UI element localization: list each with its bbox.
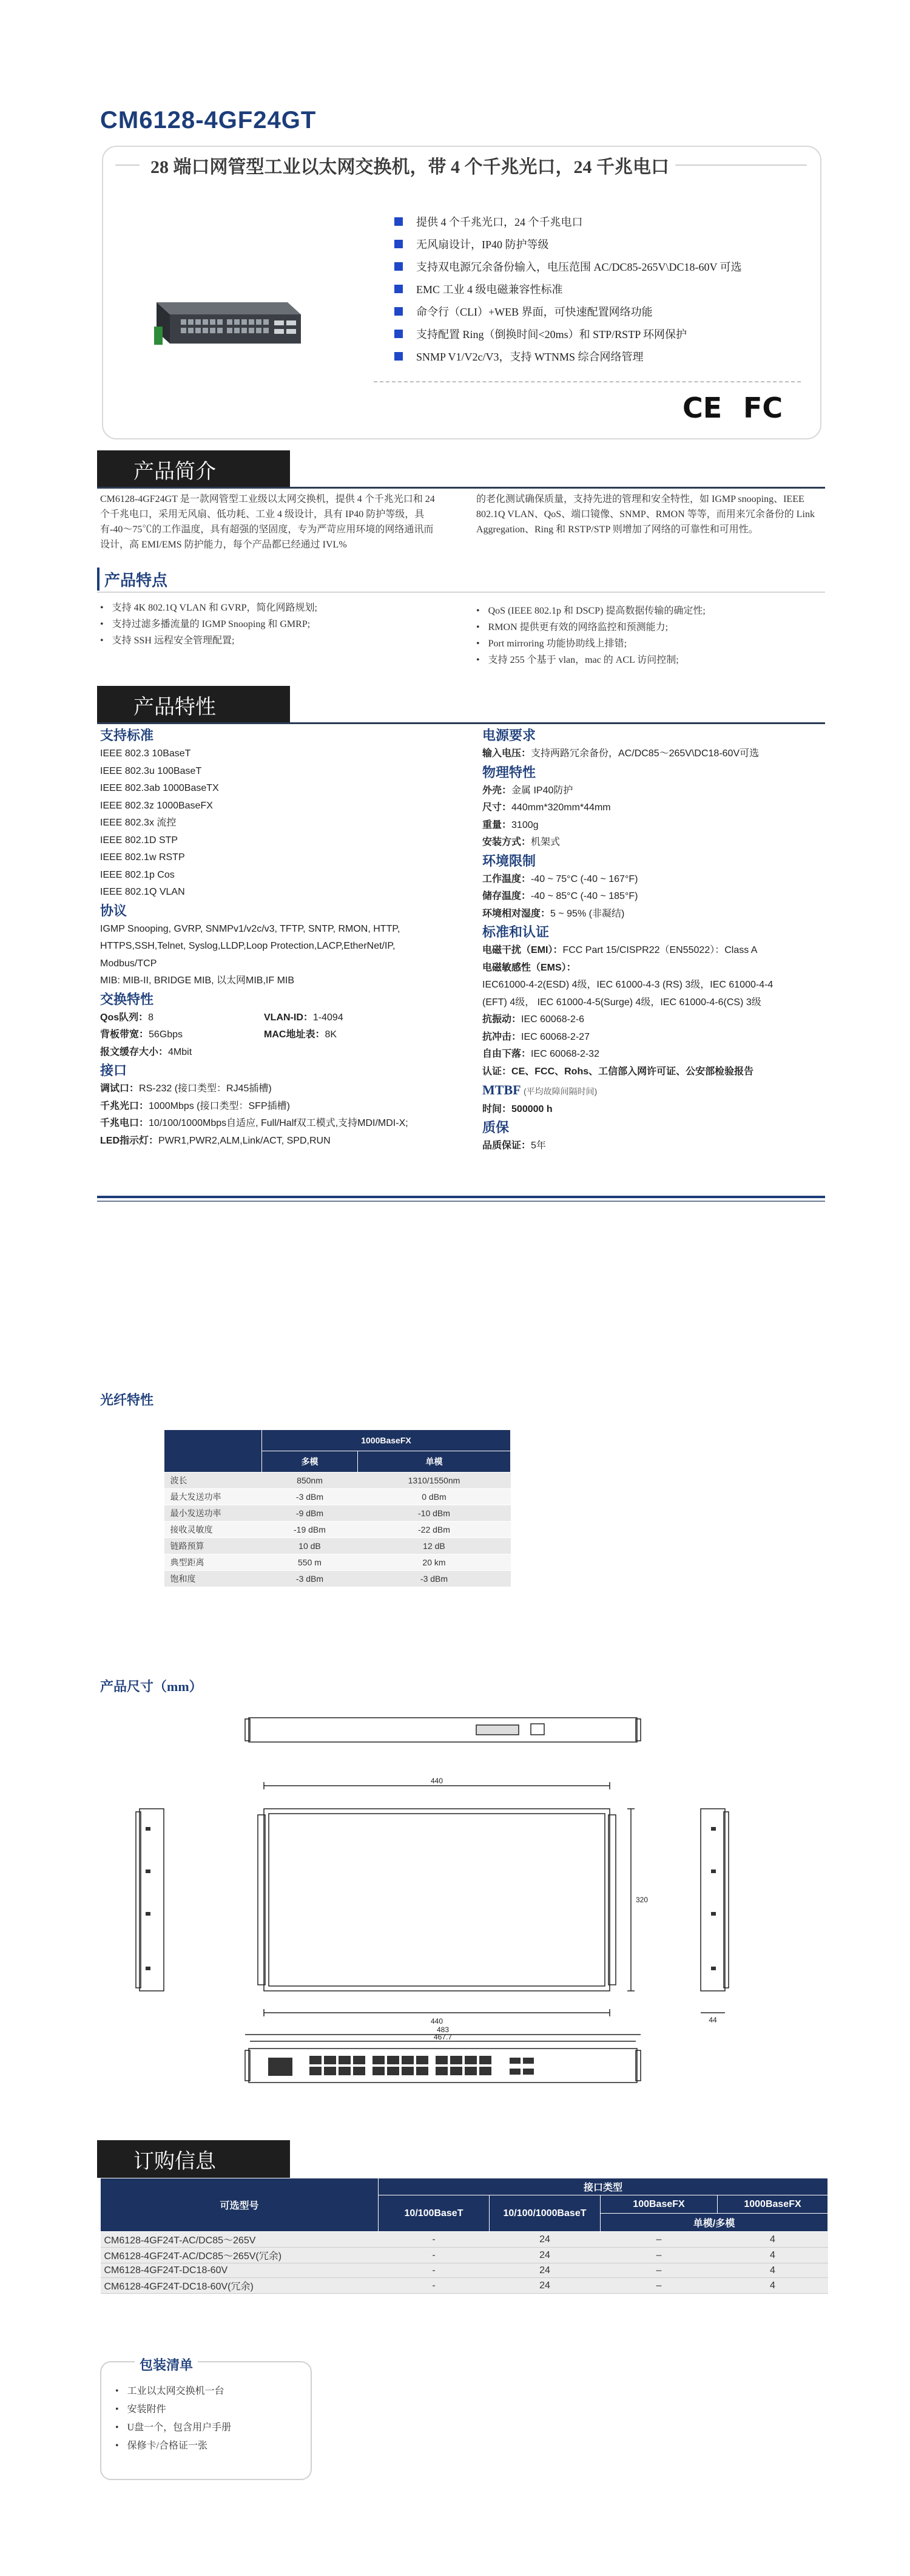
dim-label-width: 440 — [430, 1777, 443, 1785]
spec-line: 报文缓存大小：4Mbit — [100, 1046, 192, 1057]
spec-line: 尺寸：440mm*320mm*44mm — [482, 802, 611, 813]
double-rule-top — [97, 1196, 825, 1198]
spec-line: IEEE 802.1p Cos — [100, 869, 175, 880]
table-row: CM6128-4GF24T-AC/DC85～265V - 24 – 4 — [101, 2232, 828, 2248]
square-bullet-icon — [394, 240, 403, 248]
highlights-title: 产品特点 — [104, 572, 168, 589]
list-item: • 支持过滤多播流量的 IGMP Snooping 和 GMRP; — [100, 616, 464, 632]
intro-right-text: 的老化测试确保质量，支持先进的管理和安全特性，如 IGMP snooping、IEEE 802.1Q VLAN、QoS、端口镜像、SNMP、RMON 等等，而用来冗余备份的 Link Aggregation、Ring 和 RSTP/STP 则增加了网络的可靠性和可用性。 — [476, 494, 815, 535]
spec-heading: 电源要求 — [482, 728, 536, 743]
highlights-right-list — [476, 603, 828, 668]
table-row: 波长 850nm 1310/1550nm — [164, 1473, 511, 1489]
spec-line: IEEE 802.3z 1000BaseFX — [100, 800, 213, 811]
package-list — [115, 2382, 297, 2455]
spec-line: 电磁敏感性（EMS）： — [482, 962, 576, 973]
spec-heading: 协议 — [100, 903, 127, 918]
spec-line: 工作温度：-40 ~ 75°C (-40 ~ 167°F) — [482, 873, 638, 884]
square-bullet-icon — [394, 352, 403, 361]
list-item: • 安装附件 — [115, 2401, 297, 2419]
spec-line: IGMP Snooping, GVRP, SNMPv1/v2c/v3, TFTP, SNTP, RMON, HTTP, HTTPS,SSH,Telnet, Syslog,LLDP,Loop Protection,LACP,EtherNet/IP, Modbus/TCP — [100, 923, 400, 969]
section-tab-intro: 产品简介 — [97, 450, 290, 488]
spec-line: MIB: MIB-II, BRIDGE MIB, 以太网MIB,IF MIB — [100, 975, 295, 986]
square-bullet-icon — [394, 307, 403, 316]
spec-line: IEEE 802.3u 100BaseT — [100, 765, 202, 776]
spec-line: 抗振动：IEC 60068-2-6 — [482, 1014, 585, 1025]
order-col-iface: 接口类型 — [379, 2178, 828, 2195]
list-item: • 工业以太网交换机一台 — [115, 2382, 297, 2401]
table-row: 最大发送功率 -3 dBm 0 dBm — [164, 1489, 511, 1505]
square-bullet-icon — [394, 217, 403, 226]
spec-line: IEEE 802.1Q VLAN — [100, 887, 185, 897]
square-bullet-icon — [394, 262, 403, 271]
specs-left-column — [100, 726, 440, 1150]
spec-line: IEEE 802.1w RSTP — [100, 852, 185, 863]
feature-item: 命令行（CLI）+WEB 界面，可快速配置网络功能 — [394, 300, 807, 322]
list-item: • U盘一个，包含用户手册 — [115, 2419, 297, 2437]
spec-heading: 接口 — [100, 1063, 127, 1078]
table-row: CM6128-4GF24T-DC18-60V(冗余) - 24 – 4 — [101, 2278, 828, 2294]
feature-item: SNMP V1/V2c/V3，支持 WTNMS 综合网络管理 — [394, 345, 807, 367]
fiber-col-header: 单模 — [357, 1451, 510, 1473]
dim-label-width-bottom: 440 — [430, 2017, 443, 2025]
order-col-a: 10/100BaseT — [379, 2195, 490, 2232]
table-row: 最小发送功率 -9 dBm -10 dBm — [164, 1505, 511, 1522]
specs-right-column — [482, 726, 825, 1155]
spec-row: 背板带宽：56Gbps MAC地址表：8K — [100, 1029, 337, 1040]
list-item: • Port mirroring 功能协助线上排错; — [476, 636, 828, 652]
spec-line: 储存温度：-40 ~ 85°C (-40 ~ 185°F) — [482, 891, 638, 901]
fc-mark: FC — [743, 391, 783, 424]
spec-heading-row: MTBF (平均故障间隔时间) — [482, 1082, 598, 1097]
order-col-mode: 单模/多模 — [601, 2214, 828, 2232]
feature-item: EMC 工业 4 级电磁兼容性标准 — [394, 277, 807, 300]
spec-line: 品质保证：5年 — [482, 1141, 546, 1151]
spec-line: 时间：500000 h — [482, 1103, 553, 1114]
spec-heading: 环境限制 — [482, 853, 536, 869]
section-tab-specs: 产品特性 — [97, 686, 290, 724]
spec-line: IEEE 802.1D STP — [100, 835, 178, 846]
double-rule-bottom — [97, 1201, 825, 1202]
fiber-header-blank — [164, 1430, 262, 1473]
spec-heading: 标准和认证 — [482, 924, 550, 940]
feature-item: 支持配置 Ring（倒换时间<20ms）和 STP/RSTP 环网保护 — [394, 322, 807, 345]
dimension-drawing — [127, 1712, 795, 2112]
hero-rule-left — [115, 164, 140, 166]
section-rule — [97, 722, 825, 724]
dimensions-title: 产品尺寸（mm） — [100, 1679, 203, 1694]
spec-heading: 支持标准 — [100, 728, 154, 743]
dim-label-mount: 467.7 — [433, 2033, 453, 2041]
square-bullet-icon — [394, 285, 403, 293]
order-col-d: 1000BaseFX — [718, 2195, 828, 2214]
spec-line: IEEE 802.3 10BaseT — [100, 748, 191, 759]
order-table — [100, 2178, 828, 2294]
spec-heading: 质保 — [482, 1120, 510, 1135]
table-row: CM6128-4GF24T-DC18-60V - 24 – 4 — [101, 2263, 828, 2278]
spec-line: 自由下落：IEC 60068-2-32 — [482, 1049, 599, 1059]
table-row: 饱和度 -3 dBm -3 dBm — [164, 1571, 511, 1587]
subhead-marker — [97, 568, 99, 591]
fiber-group-header: 1000BaseFX — [262, 1430, 511, 1451]
dashed-divider — [374, 381, 801, 382]
dim-label-depth: 320 — [635, 1896, 649, 1904]
dim-label-rack: 483 — [436, 2025, 450, 2034]
feature-item: 支持双电源冗余备份输入，电压范围 AC/DC85-265V\DC18-60V 可选 — [394, 255, 807, 277]
switch-device-image — [144, 290, 303, 351]
table-row: 接收灵敏度 -19 dBm -22 dBm — [164, 1522, 511, 1538]
spec-line: 环境相对湿度：5 ~ 95% (非凝结) — [482, 908, 625, 919]
spec-line: 千兆电口：10/100/1000Mbps自适应, Full/Half双工模式,支持MDI/MDI-X; — [100, 1118, 408, 1128]
square-bullet-icon — [394, 330, 403, 338]
list-item: • 保修卡/合格证一张 — [115, 2437, 297, 2455]
list-item: • RMON 提供更有效的网络监控和预测能力; — [476, 619, 828, 636]
intro-left-text: CM6128-4GF24GT 是一款网管型工业级以太网交换机，提供 4 个千兆光口和 24 个千兆电口，采用无风扇、低功耗、工业 4 级设计，具有 IP40 防护等级，具有-40～75℃的工作温度，具有超强的坚固度，专为严苛应用环境的网络通讯而设计，高 EMI/EMS 防护能力，每个产品都已经通过 IVL% — [100, 494, 435, 550]
spec-line: 输入电压：支持两路冗余备份，AC/DC85～265V\DC18-60V可选 — [482, 748, 760, 759]
page-title: CM6128-4GF24GT — [100, 107, 317, 134]
spec-line: 调试口：RS-232 (接口类型：RJ45插槽) — [100, 1083, 272, 1094]
spec-heading: 物理特性 — [482, 764, 536, 780]
table-row: 典型距离 550 m 20 km — [164, 1554, 511, 1571]
feature-item: 提供 4 个千兆光口，24 个千兆电口 — [394, 210, 807, 232]
spec-line: 重量：3100g — [482, 819, 539, 830]
spec-line: (EFT) 4级， IEC 61000-4-5(Surge) 4级，IEC 61000-4-6(CS) 3级 — [482, 997, 761, 1008]
table-row: 链路预算 10 dB 12 dB — [164, 1538, 511, 1554]
spec-line: 认证：CE、FCC、Rohs、工信部入网许可证、公安部检验报告 — [482, 1066, 754, 1077]
ce-mark: CE — [682, 391, 723, 424]
hero-rule-right — [655, 164, 807, 166]
spec-heading: 交换特性 — [100, 991, 154, 1007]
list-item: • QoS (IEEE 802.1p 和 DSCP) 提高数据传输的确定性; — [476, 603, 828, 619]
fiber-col-header: 多模 — [262, 1451, 358, 1473]
spec-line: 电磁干扰（EMI）：FCC Part 15/CISPR22（EN55022）：Class A — [482, 945, 758, 955]
dim-label-height: 44 — [709, 2016, 717, 2024]
hero-subtitle: 28 端口网管型工业以太网交换机，带 4 个千兆光口，24 千兆电口 — [144, 152, 675, 178]
spec-line: 外壳：金属 IP40防护 — [482, 785, 573, 796]
spec-line: IEEE 802.3ab 1000BaseTX — [100, 783, 219, 793]
spec-line: 千兆光口：1000Mbps (接口类型：SFP插槽) — [100, 1100, 290, 1111]
table-row: CM6128-4GF24T-AC/DC85～265V(冗余) - 24 – 4 — [101, 2248, 828, 2263]
spec-line: IEC61000-4-2(ESD) 4级，IEC 61000-4-3 (RS) 3级，IEC 61000-4-4 — [482, 980, 774, 990]
list-item: • 支持 4K 802.1Q VLAN 和 GVRP，简化网路规划; — [100, 600, 464, 616]
fiber-title: 光纤特性 — [100, 1392, 154, 1408]
spec-line: 安装方式：机架式 — [482, 837, 561, 847]
order-col-c: 100BaseFX — [601, 2195, 718, 2214]
order-col-b: 10/100/1000BaseT — [490, 2195, 601, 2232]
spec-line: LED指示灯：PWR1,PWR2,ALM,Link/ACT, SPD,RUN — [100, 1135, 331, 1146]
spec-row: Qos队列：8 VLAN-ID：1-4094 — [100, 1012, 343, 1023]
spec-line: 抗冲击：IEC 60068-2-27 — [482, 1031, 590, 1042]
highlights-left-list — [100, 600, 464, 649]
order-col-model: 可选型号 — [101, 2178, 379, 2232]
section-tab-order: 订购信息 — [97, 2140, 290, 2178]
spec-line: IEEE 802.3x 流控 — [100, 818, 177, 828]
list-item: • 支持 SSH 远程安全管理配置; — [100, 632, 464, 649]
package-title: 包装清单 — [135, 2355, 198, 2374]
fiber-table — [164, 1429, 511, 1587]
feature-item: 无风扇设计，IP40 防护等级 — [394, 232, 807, 255]
list-item: • 支持 255 个基于 vlan，mac 的 ACL 访问控制; — [476, 652, 828, 668]
feature-list — [394, 210, 807, 367]
section-rule — [97, 487, 825, 489]
